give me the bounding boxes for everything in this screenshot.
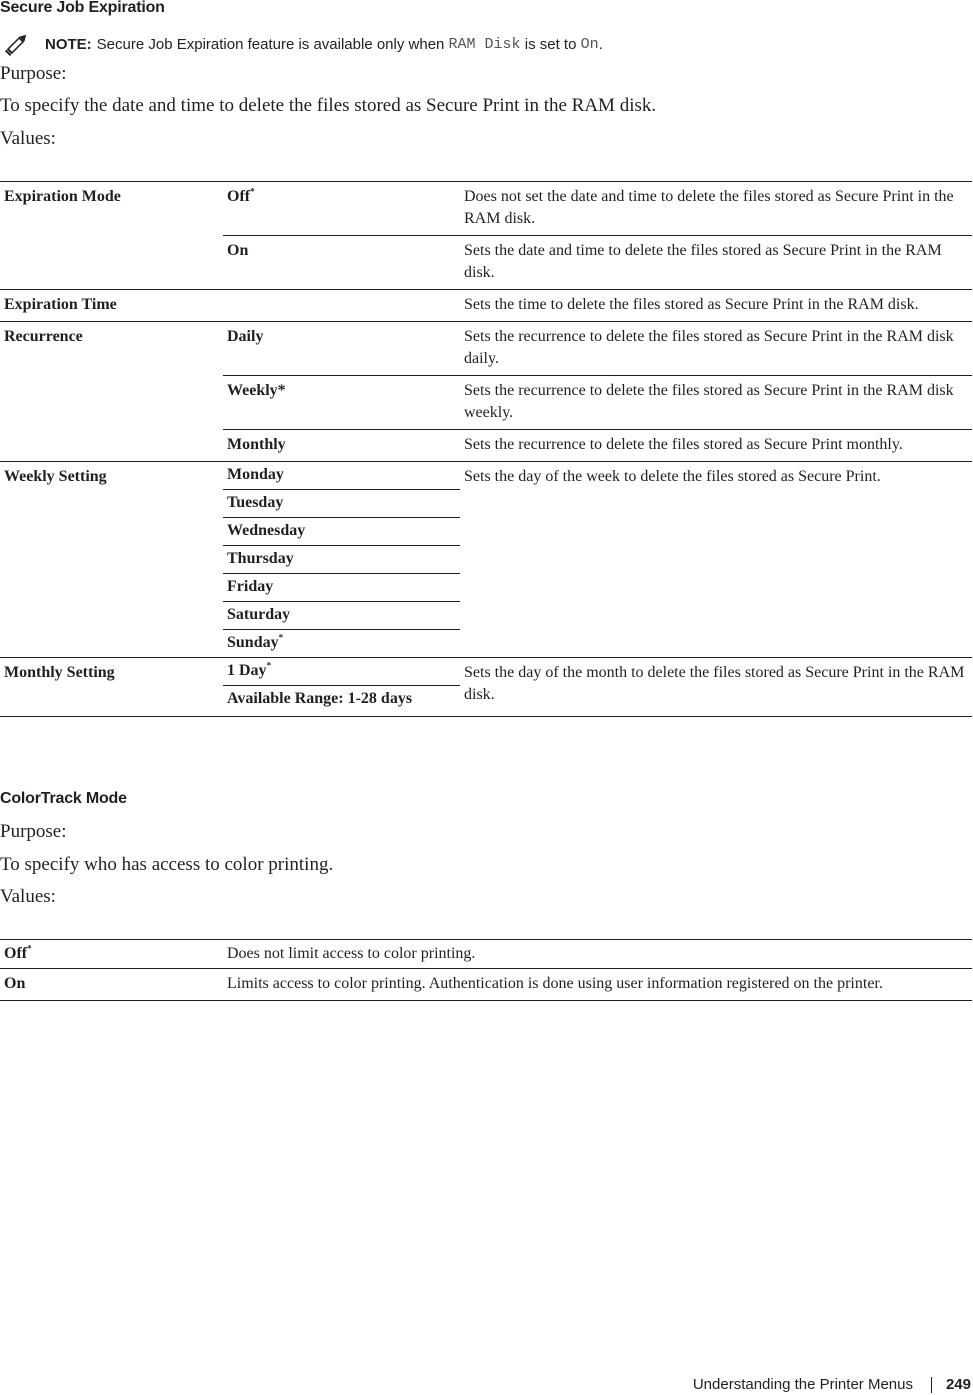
- purpose-text: To specify who has access to color printing.: [0, 854, 334, 875]
- table-row: [0, 969, 972, 1001]
- option-saturday: Saturday: [223, 602, 460, 630]
- option-off: Off*: [223, 182, 460, 236]
- setting-name-expiration-mode: Expiration Mode: [4, 188, 121, 205]
- default-marker: *: [278, 632, 284, 643]
- setting-name-weekly-setting: Weekly Setting: [0, 462, 223, 658]
- default-marker: *: [266, 660, 272, 671]
- values-label: Values:: [0, 886, 56, 907]
- setting-name-monthly-setting: Monthly Setting: [0, 658, 223, 717]
- option-description: Sets the day of the week to delete the files stored as Secure Print.: [460, 462, 972, 658]
- option-friday: Friday: [223, 574, 460, 602]
- page-footer: [693, 1376, 971, 1393]
- default-marker: *: [250, 186, 255, 197]
- option-on: On: [4, 975, 26, 992]
- option-description: Sets the recurrence to delete the files stored as Secure Print in the RAM disk daily.: [464, 328, 954, 367]
- option-description: Sets the recurrence to delete the files stored as Secure Print monthly.: [464, 436, 903, 453]
- option-tuesday: Tuesday: [223, 490, 460, 518]
- option-off: Off*: [4, 943, 32, 962]
- option-description: Does not limit access to color printing.: [227, 945, 476, 962]
- setting-name-expiration-time: Expiration Time: [4, 296, 117, 313]
- option-available-range: Available Range: 1-28 days: [223, 686, 460, 717]
- note-code-ram-disk: RAM Disk: [448, 35, 521, 53]
- secure-job-expiration-values-table: [0, 181, 972, 717]
- table-row: [0, 290, 972, 322]
- option-description: Limits access to color printing. Authentication is done using user information registered on the printer.: [227, 975, 883, 992]
- section-title-secure-job-expiration: Secure Job Expiration: [0, 0, 165, 16]
- default-marker: *: [27, 943, 32, 954]
- setting-name-recurrence: Recurrence: [4, 328, 83, 345]
- note-text-before: Secure Job Expiration feature is available only when: [96, 35, 445, 53]
- footer-divider: [931, 1377, 932, 1393]
- option-monday: Monday: [223, 462, 460, 490]
- purpose-label: Purpose:: [0, 63, 67, 84]
- values-label: Values:: [0, 128, 56, 149]
- option-wednesday: Wednesday: [223, 518, 460, 546]
- page-number: 249: [945, 1376, 971, 1393]
- option-description: Sets the recurrence to delete the files stored as Secure Print in the RAM disk weekly.: [464, 382, 954, 421]
- colortrack-mode-values-table: [0, 939, 972, 1001]
- table-row: [0, 658, 972, 686]
- purpose-label: Purpose:: [0, 821, 67, 842]
- note-code-on: On: [580, 35, 599, 53]
- option-weekly: Weekly*: [227, 382, 286, 399]
- note-callout: [0, 32, 603, 56]
- option-description: Does not set the date and time to delete the files stored as Secure Print in the RAM disk.: [460, 182, 972, 236]
- option-1-day: 1 Day*: [223, 658, 460, 686]
- option-sunday: Sunday*: [223, 630, 460, 658]
- option-on: On: [227, 242, 249, 259]
- option-monthly: Monthly: [227, 436, 286, 453]
- table-row: [0, 940, 972, 969]
- table-row: [0, 182, 972, 236]
- purpose-text: To specify the date and time to delete the files stored as Secure Print in the RAM disk.: [0, 95, 657, 116]
- table-row: [0, 462, 972, 490]
- note-label: NOTE:: [45, 35, 92, 53]
- section-title-colortrack-mode: ColorTrack Mode: [0, 790, 127, 807]
- option-thursday: Thursday: [223, 546, 460, 574]
- option-description: Sets the date and time to delete the files stored as Secure Print in the RAM disk.: [464, 242, 942, 281]
- option-description: Sets the day of the month to delete the files stored as Secure Print in the RAM disk.: [460, 658, 972, 717]
- note-text-middle: is set to: [524, 35, 577, 53]
- table-row: [0, 322, 972, 376]
- note-text-end: .: [598, 35, 603, 53]
- option-empty: [223, 290, 460, 322]
- pencil-note-icon: [2, 32, 32, 56]
- footer-chapter-title: Understanding the Printer Menus: [692, 1376, 913, 1393]
- option-daily: Daily: [227, 328, 264, 345]
- option-description: Sets the time to delete the files stored as Secure Print in the RAM disk.: [464, 296, 919, 313]
